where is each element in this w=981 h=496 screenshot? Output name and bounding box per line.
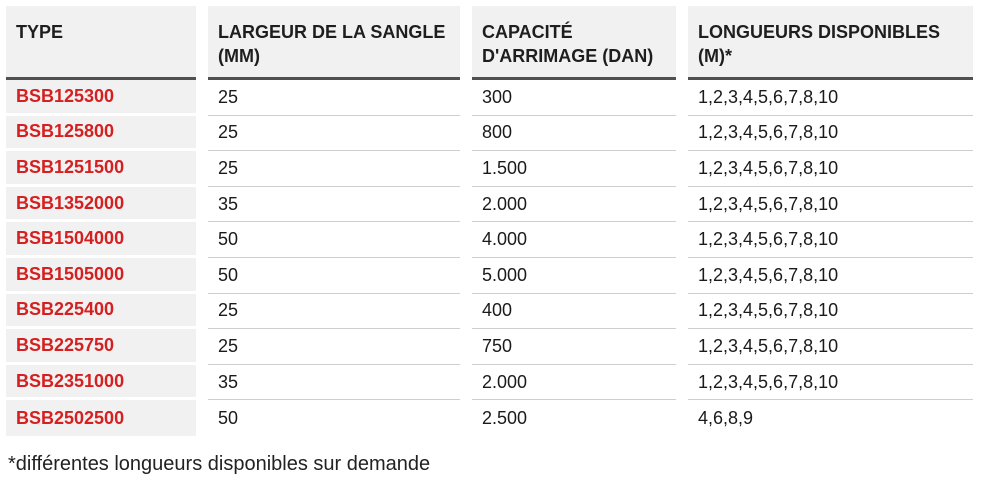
- cell-type: BSB1504000: [6, 222, 196, 258]
- column-capacite: [472, 6, 676, 436]
- cell-type: BSB125800: [6, 116, 196, 152]
- cell-largeur: 25: [208, 294, 460, 330]
- cell-type: BSB1505000: [6, 258, 196, 294]
- cell-longueurs: 4,6,8,9: [698, 407, 754, 428]
- cell-largeur: 50: [208, 258, 460, 294]
- cell-capacite: 2.000: [472, 187, 676, 223]
- cell-longueurs: 1,2,3,4,5,6,7,8,10: [688, 258, 973, 294]
- cell-capacite: 1.500: [472, 151, 676, 187]
- cell-capacite: 2.500: [482, 407, 528, 428]
- cell-capacite: 4.000: [472, 222, 676, 258]
- cell-capacite: 2.000: [472, 365, 676, 401]
- cell-longueurs: 1,2,3,4,5,6,7,8,10: [688, 222, 973, 258]
- cell-type: BSB225750: [6, 329, 196, 365]
- header-capacite: CAPACITÉ D'ARRIMAGE (DAN): [472, 6, 676, 80]
- cell-longueurs: 1,2,3,4,5,6,7,8,10: [688, 365, 973, 401]
- cell-capacite: 400: [472, 294, 676, 330]
- column-type: [6, 6, 196, 436]
- cell-largeur: 25: [208, 151, 460, 187]
- cell-capacite: 5.000: [472, 258, 676, 294]
- header-type: TYPE: [6, 6, 196, 80]
- cell-type: BSB1251500: [6, 151, 196, 187]
- column-largeur: [208, 6, 460, 436]
- cell-type: BSB2502500: [6, 400, 196, 436]
- cell-largeur: 35: [208, 187, 460, 223]
- footnote: *différentes longueurs disponibles sur demande: [8, 453, 431, 475]
- header-largeur: LARGEUR DE LA SANGLE (MM): [208, 6, 460, 80]
- cell-type: BSB225400: [6, 294, 196, 330]
- column-longueurs: [688, 6, 973, 436]
- cell-longueurs: 1,2,3,4,5,6,7,8,10: [688, 187, 973, 223]
- cell-largeur: 25: [208, 329, 460, 365]
- cell-capacite: 800: [472, 116, 676, 152]
- cell-longueurs: 1,2,3,4,5,6,7,8,10: [688, 294, 973, 330]
- cell-type: BSB125300: [6, 80, 196, 116]
- cell-type: BSB1352000: [6, 187, 196, 223]
- cell-largeur: 25: [208, 80, 460, 116]
- cell-largeur: 25: [208, 116, 460, 152]
- header-longueurs: LONGUEURS DISPONIBLES (M)*: [688, 6, 973, 80]
- cell-capacite: 300: [472, 80, 676, 116]
- cell-capacite: 750: [472, 329, 676, 365]
- cell-longueurs: 1,2,3,4,5,6,7,8,10: [688, 329, 973, 365]
- cell-longueurs: 1,2,3,4,5,6,7,8,10: [688, 151, 973, 187]
- cell-longueurs: 1,2,3,4,5,6,7,8,10: [688, 80, 973, 116]
- cell-longueurs: 1,2,3,4,5,6,7,8,10: [688, 116, 973, 152]
- cell-type: BSB2351000: [6, 365, 196, 401]
- cell-largeur: 50: [218, 407, 239, 428]
- cell-largeur: 50: [208, 222, 460, 258]
- cell-largeur: 35: [208, 365, 460, 401]
